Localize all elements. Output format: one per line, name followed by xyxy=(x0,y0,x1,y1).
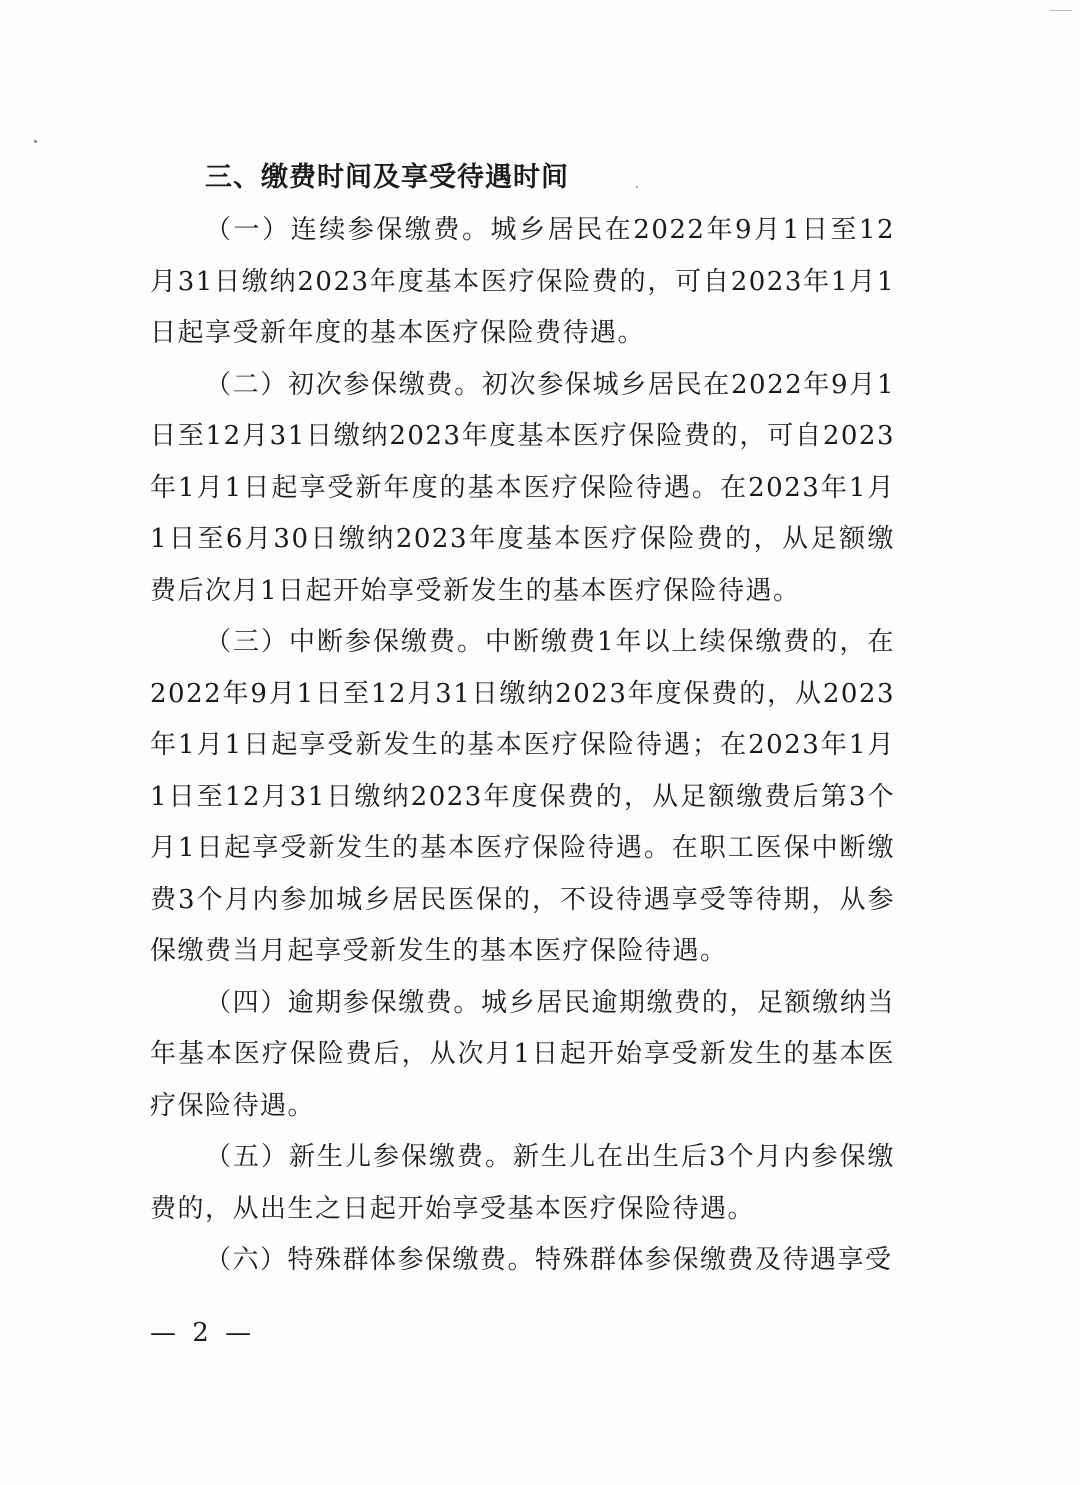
paragraph-title: （四）逾期参保缴费。 xyxy=(205,987,482,1018)
paragraph-newborn-enrollment xyxy=(150,1132,895,1235)
section-heading: 三、缴费时间及享受待遇时间 xyxy=(205,162,569,193)
paragraph-body: 城乡居民逾期缴费的，足额缴纳当年基本医疗保险费后，从次月1日起开始享受新发生的基本医疗保险待遇。 xyxy=(150,987,895,1121)
document-body xyxy=(150,150,895,1287)
paragraph-body: 中断缴费1年以上续保缴费的，在2022年9月1日至12月31日缴纳2023年度保费的，从2023年1月1日起享受新发生的基本医疗保险待遇；在2023年1月1日至12月31日缴纳2023年度保费的，从足额缴费后第3个月1日起享受新发生的基本医疗保险待遇。在职工医保中断缴费3个月内参加城乡居民医保的，不设待遇享受等待期，从参保缴费当月起享受新发生的基本医疗保险待遇。 xyxy=(150,627,895,966)
paragraph-special-groups-enrollment xyxy=(150,1235,895,1287)
paragraph-title: （二）初次参保缴费。 xyxy=(205,369,482,400)
page-number: — 2 — xyxy=(150,1318,256,1348)
paragraph-title: （五）新生儿参保缴费。 xyxy=(205,1142,513,1172)
paragraph-title: （一）连续参保缴费。 xyxy=(205,215,491,245)
paragraph-body: 新生儿在出生后3个月内参保缴费的，从出生之日起开始享受基本医疗保险待遇。 xyxy=(150,1142,895,1224)
paragraph-title: （三）中断参保缴费。 xyxy=(205,627,485,657)
paragraph-body: 特殊群体参保缴费及待遇享受 xyxy=(535,1245,893,1275)
paragraph-overdue-enrollment xyxy=(150,978,895,1133)
scan-edge-mark xyxy=(1050,10,1072,17)
paragraph-title: （六）特殊群体参保缴费。 xyxy=(205,1245,536,1275)
paragraph-body: 城乡居民在2022年9月1日至12月31日缴纳2023年度基本医疗保险费的，可自2023年1月1日起享受新年度的基本医疗保险费待遇。 xyxy=(150,215,895,348)
paragraph-continuous-enrollment xyxy=(150,205,895,360)
paragraph-first-enrollment xyxy=(150,360,895,618)
scan-speck xyxy=(34,140,37,143)
paragraph-body: 初次参保城乡居民在2022年9月1日至12月31日缴纳2023年度基本医疗保险费的，可自2023年1月1日起享受新年度的基本医疗保险待遇。在2023年1月1日至6月30日缴纳2023年度基本医疗保险费的，从足额缴费后次月1日起开始享受新发生的基本医疗保险待遇。 xyxy=(150,369,895,606)
paragraph-interrupted-enrollment xyxy=(150,617,895,978)
